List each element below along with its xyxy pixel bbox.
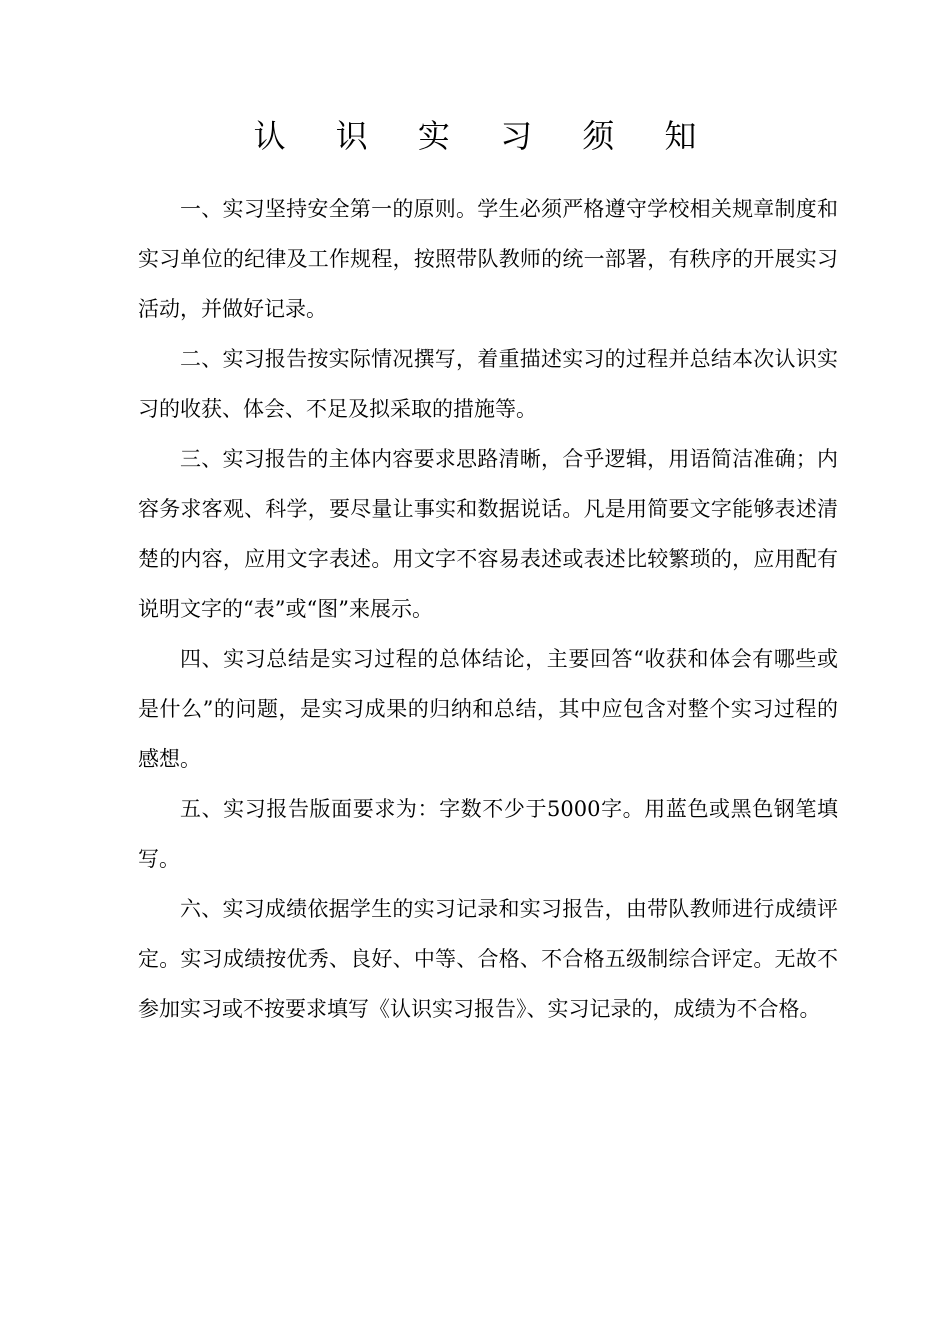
document-title: 认 识 实 习 须 知 — [253, 117, 717, 155]
paragraph-1: 一、实习坚持安全第一的原则。学生必须严格遵守学校相关规章制度和实习单位的纪律及工作规程，按照带队教师的统一部署，有秩序的开展实习活动，并做好记录。 — [138, 197, 838, 321]
document-body — [138, 184, 838, 1034]
paragraph-2: 二、实习报告按实际情况撰写，着重描述实习的过程并总结本次认识实习的收获、体会、不足及拟采取的措施等。 — [138, 347, 838, 421]
paragraph-4: 四、实习总结是实习过程的总体结论，主要回答“收获和体会有哪些或是什么”的问题，是实习成果的归纳和总结，其中应包含对整个实习过程的感想。 — [138, 647, 838, 771]
paragraph-3: 三、实习报告的主体内容要求思路清晰，合乎逻辑，用语简洁准确；内容务求客观、科学，要尽量让事实和数据说话。凡是用简要文字能够表述清楚的内容，应用文字表述。用文字不容易表述或表述比较繁琐的，应用配有说明文字的“表”或“图”来展示。 — [138, 447, 838, 621]
paragraph-5: 五、实习报告版面要求为：字数不少于5000字。用蓝色或黑色钢笔填写。 — [138, 797, 838, 871]
paragraph-6: 六、实习成绩依据学生的实习记录和实习报告，由带队教师进行成绩评定。实习成绩按优秀、良好、中等、合格、不合格五级制综合评定。无故不参加实习或不按要求填写《认识实习报告》、实习记录的，成绩为不合格。 — [138, 897, 838, 1021]
